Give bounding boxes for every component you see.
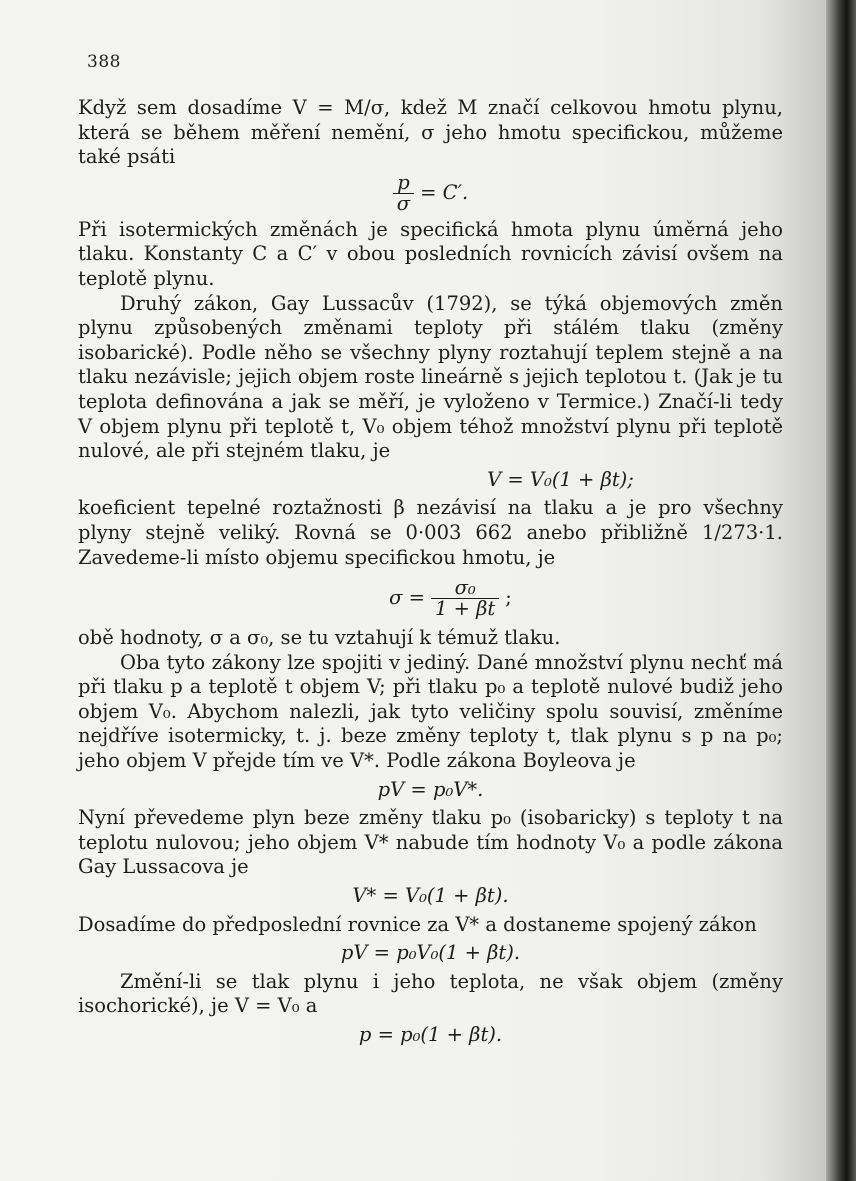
paragraph-3: Druhý zákon, Gay Lussacův (1792), se týká objemových změn plynu způsobených změnami teploty při stálém tlaku (změny isobarické). Podle něho se všechny plyny roztahují teplem stejně a na tlaku nezávisle; jejich objem roste lineárně s jejich teplotou t. (Jak je tu teplota definována a jak se měří, je vyloženo v Termice.) Značí-li tedy V objem plynu při teplotě t, V₀ objem téhož množství plynu při teplotě nulové, ale při stejném tlaku, je <box>78 291 783 463</box>
paragraph-7: Nyní převedeme plyn beze změny tlaku p₀ (isobaricky) s teploty t na teplotu nulovou; jeho objem V* nabude tím hodnoty V₀ a podle zákona Gay Lussacova je <box>78 806 783 879</box>
book-binding-shadow <box>826 0 856 1181</box>
page-body <box>78 96 783 1052</box>
equation-gay-lussac: V = V₀(1 + βt); <box>487 467 634 491</box>
equation-lhs: σ = <box>389 585 425 609</box>
paragraph-5: obě hodnoty, σ a σ₀, se tu vztahují k témuž tlaku. <box>78 626 561 650</box>
numerator: σ₀ <box>431 578 499 599</box>
paragraph-8: Dosadíme do předposlední rovnice za V* a dostaneme spojený zákon <box>78 912 757 936</box>
numerator: p <box>393 173 414 194</box>
paragraph-1: Když sem dosadíme V = M/σ, kdež M značí celkovou hmotu plynu, která se během měření nemění, σ jeho hmotu specifickou, můžeme také psáti <box>78 96 783 169</box>
equation-specific-mass <box>78 570 783 626</box>
equation-boyle: pV = p₀V*. <box>377 777 484 801</box>
page-number: 388 <box>87 52 121 72</box>
fraction <box>393 173 414 214</box>
equation-p-over-sigma <box>78 170 783 218</box>
equation-end: ; <box>505 585 512 609</box>
equation-combined-law: pV = p₀V₀(1 + βt). <box>340 941 521 965</box>
equation-v-star: V* = V₀(1 + βt). <box>352 884 509 908</box>
paragraph-6: Oba tyto zákony lze spojiti v jediný. Dané množství plynu nechť má při tlaku p a teplotě t objem V; při tlaku p₀ a teplotě nulové budiž jeho objem V₀. Abychom nalezli, jak tyto veličiny spolu souvisí, změníme nejdříve isotermicky, t. j. beze změny teploty t, tlak plynu s p na p₀; jeho objem V přejde tím ve V*. Podle zákona Boyleova je <box>78 650 783 773</box>
paragraph-9: Změní-li se tlak plynu i jeho teplota, ne však objem (změny isochorické), je V = V₀ a <box>78 969 783 1018</box>
paragraph-2: Při isotermických změnách je specifická hmota plynu úměrná jeho tlaku. Konstanty C a C′ v obou posledních rovnicích závisí ovšem na teplotě plynu. <box>78 217 783 290</box>
denominator: 1 + βt <box>435 596 496 620</box>
denominator: σ <box>396 192 411 216</box>
paragraph-4: koeficient tepelné roztažnosti β nezávisí na tlaku a je pro všechny plyny stejně veliký. Rovná se 0·003 662 anebo přibližně 1/273·1. Zavedeme-li místo objemu specifickou hmotu, je <box>78 496 783 569</box>
equation-isochoric: p = p₀(1 + βt). <box>358 1023 503 1046</box>
equation-rhs: = C′. <box>420 181 469 205</box>
fraction <box>431 575 499 620</box>
